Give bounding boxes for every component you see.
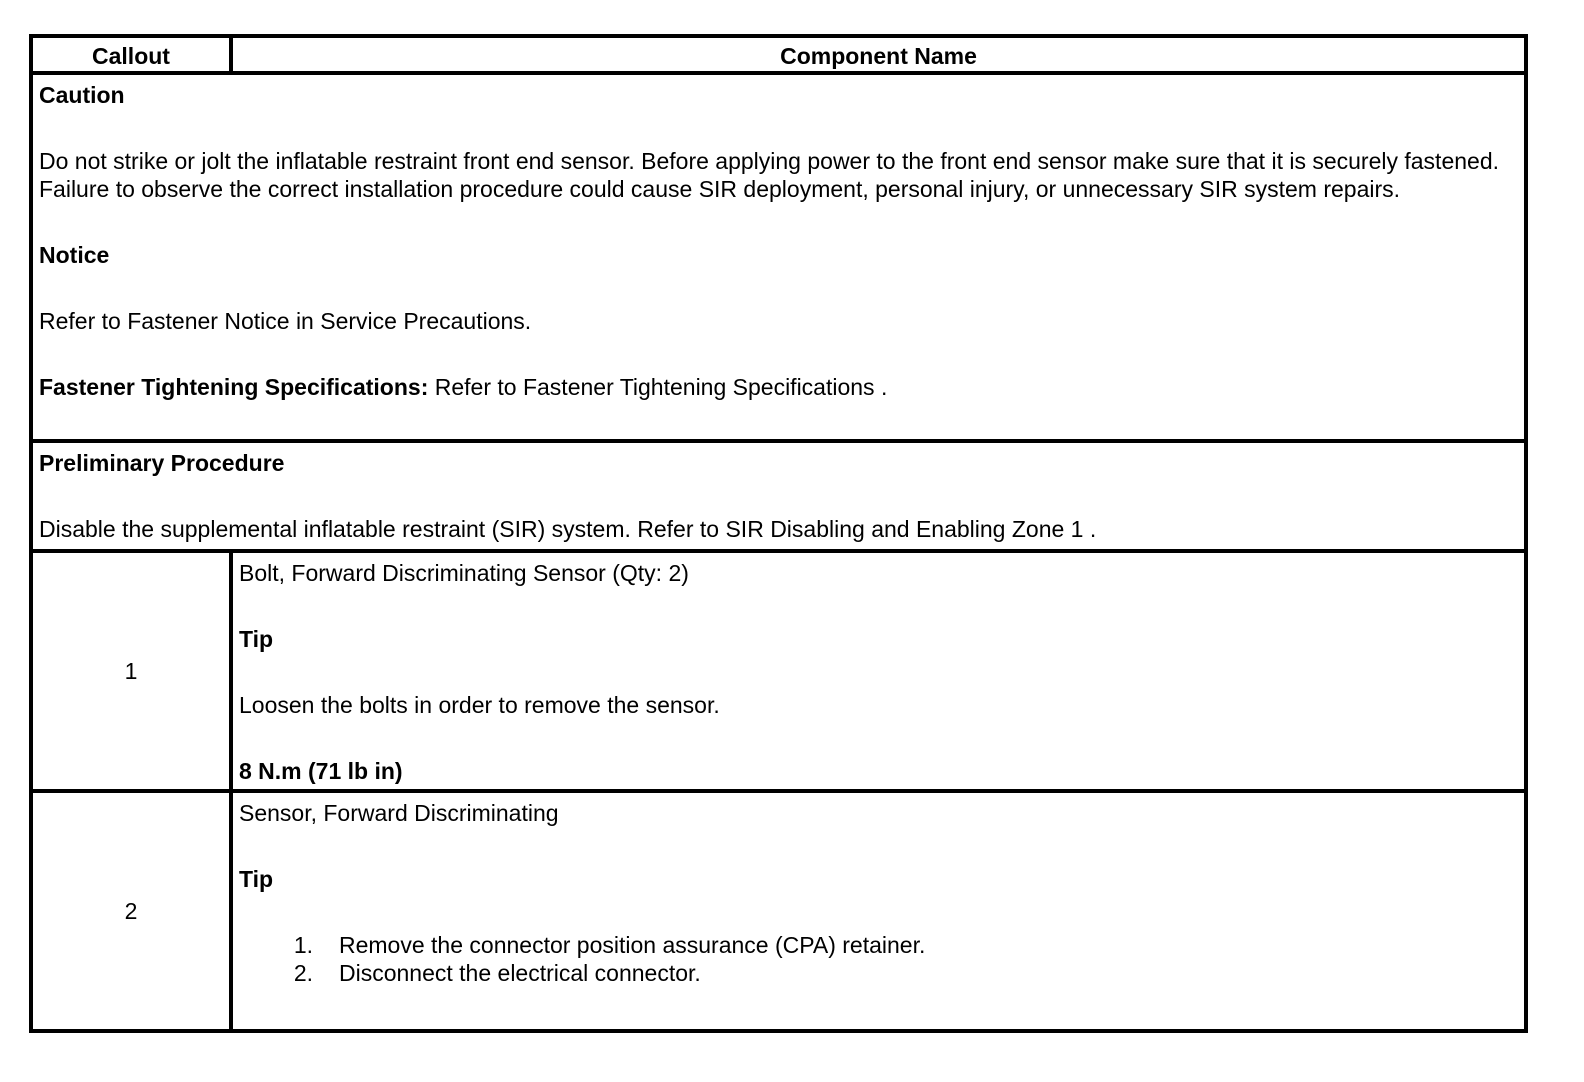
notice-text: Refer to Fastener Notice in Service Precautions. <box>39 308 532 334</box>
tip-title: Tip <box>239 866 274 892</box>
notice-title: Notice <box>39 242 110 268</box>
component-name-header: Component Name <box>231 36 1526 73</box>
step-number: 1. <box>293 932 313 958</box>
component-cell <box>231 791 1526 1031</box>
fastener-spec-label: Fastener Tightening Specifications: <box>39 374 429 400</box>
component-cell <box>231 551 1526 791</box>
preliminary-row <box>31 441 1526 551</box>
procedure-table <box>29 34 1528 1033</box>
step-number: 2. <box>293 960 313 986</box>
preliminary-title: Preliminary Procedure <box>39 450 285 476</box>
tip-text: Loosen the bolts in order to remove the sensor. <box>239 692 720 718</box>
component-name: Sensor, Forward Discriminating <box>239 800 559 826</box>
step-text: Remove the connector position assurance (CPA) retainer. <box>339 932 926 958</box>
callout-header: Callout <box>31 36 231 73</box>
preliminary-text: Disable the supplemental inflatable restraint (SIR) system. Refer to SIR Disabling and Enabling Zone 1 . <box>39 516 1097 542</box>
step-list <box>239 931 1524 987</box>
caution-title: Caution <box>39 82 125 108</box>
caution-cell <box>31 73 1526 441</box>
step-text: Disconnect the electrical connector. <box>339 960 701 986</box>
table-row <box>31 551 1526 791</box>
fastener-spec <box>39 373 1524 401</box>
callout-number: 2 <box>31 791 231 1031</box>
list-item <box>239 931 1524 959</box>
torque-spec: 8 N.m (71 lb in) <box>239 758 403 784</box>
caution-text: Do not strike or jolt the inflatable restraint front end sensor. Before applying power to the front end sensor make sure that it is securely fastened. Failure to observe the correct installation procedure could cause SIR deployment, personal injury, or unnecessary SIR system repairs. <box>39 148 1500 202</box>
preliminary-cell <box>31 441 1526 551</box>
tip-title: Tip <box>239 626 274 652</box>
caution-row <box>31 73 1526 441</box>
fastener-spec-text: Refer to Fastener Tightening Specifications . <box>428 374 888 400</box>
callout-number: 1 <box>31 551 231 791</box>
component-name: Bolt, Forward Discriminating Sensor (Qty: 2) <box>239 560 689 586</box>
header-row <box>31 36 1526 73</box>
list-item <box>239 959 1524 987</box>
table-row <box>31 791 1526 1031</box>
